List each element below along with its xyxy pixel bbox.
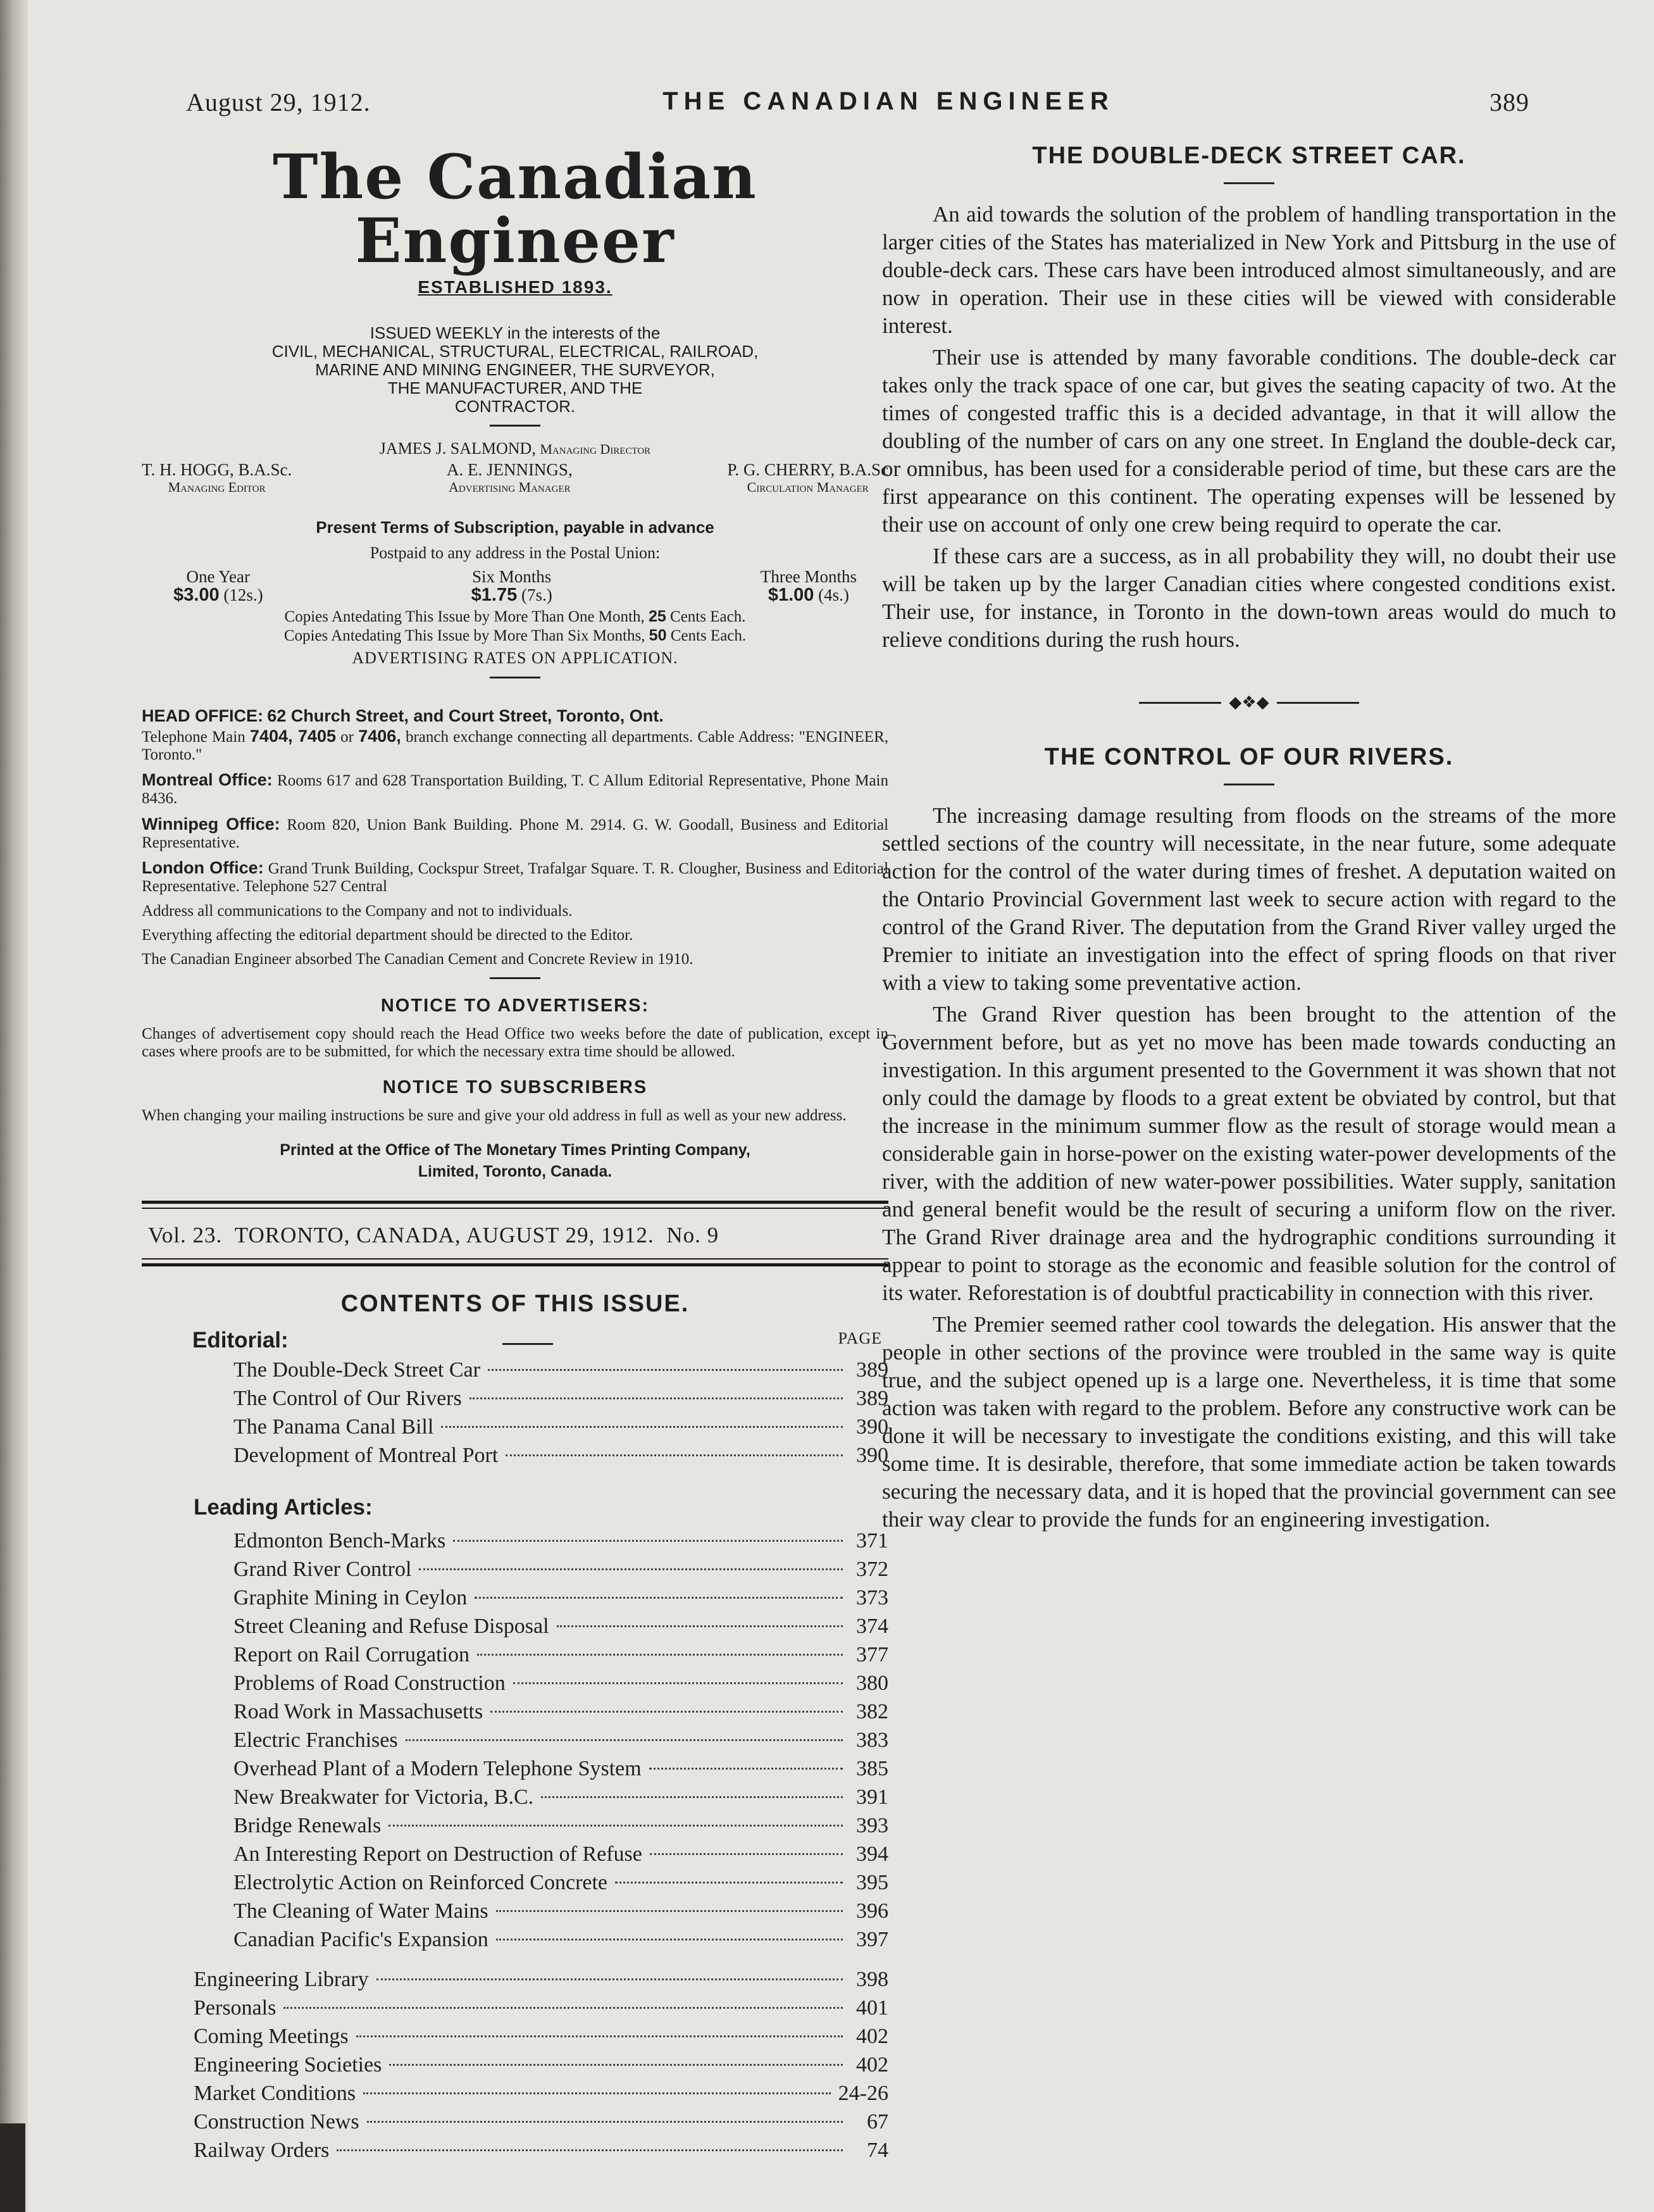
office-label: Winnipeg Office: <box>142 814 280 834</box>
office-label: London Office: <box>142 858 264 878</box>
toc-page: 67 <box>867 2109 888 2134</box>
copies-text: Copies Antedating This Issue by More Than Six Months, <box>283 627 645 644</box>
section-ornament <box>882 692 1616 712</box>
copies-text: Cents Each. <box>670 608 746 625</box>
toc-page: 390 <box>856 1415 888 1439</box>
montreal-office <box>142 770 888 808</box>
toc-entry[interactable] <box>233 1669 888 1697</box>
leader-dots <box>496 1910 843 1912</box>
toc-title: New Breakwater for Victoria, B.C. <box>233 1785 534 1809</box>
toc-entry[interactable] <box>233 1527 888 1555</box>
staff-member <box>447 461 573 495</box>
toc-title: Grand River Control <box>233 1557 412 1581</box>
staff-role: Advertising Manager <box>449 478 571 495</box>
price-value: $3.00 <box>173 585 220 606</box>
notice-advertisers-text: Changes of advertisement copy should reach the Head Office two weeks before the date of publication, except in cases where proofs are to be submitted, for which the necessary extra time should be allowed. <box>142 1025 888 1061</box>
toc-entry[interactable] <box>233 1754 888 1783</box>
toc-title: The Control of Our Rivers <box>233 1386 462 1410</box>
contents-title: CONTENTS OF THIS ISSUE. <box>340 1290 690 1317</box>
leader-dots <box>541 1796 843 1798</box>
toc-entry[interactable] <box>194 1965 888 1994</box>
back-copies-note <box>142 608 888 646</box>
paragraph: If these cars are a success, as in all probability they will, no doubt their use will be taken up by the larger Canadian cities where congested conditions exist. Their use, for instance, in Toronto in the down-town areas would do much to relieve conditions during the rush hours. <box>882 544 1616 652</box>
toc-entry[interactable] <box>233 1811 888 1840</box>
leader-dots <box>367 2121 843 2123</box>
rule <box>142 1258 888 1259</box>
office-text: Telephone Main <box>142 728 246 746</box>
leading-articles-label: Leading Articles: <box>194 1494 373 1520</box>
absorbed-note: The Canadian Engineer absorbed The Canadian Cement and Concrete Review in 1910. <box>142 951 693 968</box>
issued-line: MARINE AND MINING ENGINEER, THE SURVEYOR, <box>315 359 715 379</box>
toc-page: 394 <box>856 1842 888 1866</box>
toc-title: Coming Meetings <box>194 2024 349 2048</box>
issue-number: No. 9 <box>666 1222 719 1247</box>
leader-dots <box>389 1825 843 1827</box>
paragraph: Their use is attended by many favorable conditions. The double-deck car takes only the track space of one car, but gives the seating capacity of two. At the times of congested traffic this is a decided advantage, in that it will allow the doubling of the number of cars on any one street. In England the double-deck car, or omnibus, has been used for a considerable period of time, but these cars are the first appearance on this continent. The operating expenses will be lessened by their use on account of only one crew being requird to operate the car. <box>882 345 1616 537</box>
paragraph: The Grand River question has been brought to the attention of the Government before, but as yet no move has been made towards conducting an investigation. In this argument presented to the Government it was shown that not only could the damage by floods to a great extent be obviated by control, but that the increase in the minimum summer flow as the result of storage would mean a considerable gain in horse-power on the existing water-power developments of the river, with the addition of new water-power possibilities. Water supply, sanitation and general benefit would be the result of securing a uniform flow on the river. The Grand River drainage area and the hydrographic conditions surrounding it appear to point to storage as the economic and feasible solution for the control of its water. Reforestation is of doubtful practicability in connection with this river. <box>882 1002 1616 1306</box>
book-binding-edge <box>0 0 28 2212</box>
magazine-page <box>28 0 1654 2212</box>
price-label: Three Months <box>760 567 857 587</box>
rule <box>142 1263 888 1266</box>
toc-entry[interactable] <box>233 1413 888 1441</box>
office-label: Montreal Office: <box>142 770 273 790</box>
toc-title: The Cleaning of Water Mains <box>233 1899 488 1923</box>
price-option <box>173 568 263 605</box>
volume-place-date: TORONTO, CANADA, AUGUST 29, 1912. <box>234 1222 654 1247</box>
director-name: JAMES J. SALMOND, <box>379 439 536 458</box>
copies-text: Copies Antedating This Issue by More Than One Month, <box>284 608 645 625</box>
leader-dots <box>615 1882 843 1884</box>
toc-entry[interactable] <box>194 1994 888 2022</box>
toc-page: 372 <box>856 1557 888 1581</box>
divider <box>1224 784 1274 785</box>
price-value: $1.75 <box>471 585 518 606</box>
back-copies-line <box>142 608 888 627</box>
leader-dots <box>363 2092 831 2094</box>
leader-dots <box>513 1682 843 1684</box>
issued-line: CONTRACTOR. <box>454 397 576 416</box>
phone-numbers: 7404, 7405 <box>249 726 336 746</box>
toc-title: Electric Franchises <box>233 1728 398 1752</box>
toc-title: Market Conditions <box>194 2081 356 2105</box>
departments-list <box>194 1965 888 2165</box>
paragraph: An aid towards the solution of the problem of handling transportation in the larger cities of the States has materialized in New York and Pittsburg in the use of double-deck cars. These cars have been introduced almost simultaneously, and are now in operation. Their use in these cities will be viewed with considerable interest. <box>882 202 1616 338</box>
binding-shadow <box>0 2123 25 2212</box>
leader-dots <box>475 1597 843 1599</box>
price-label: Six Months <box>472 567 552 587</box>
price-label: One Year <box>186 567 251 587</box>
volume-line <box>142 1209 888 1258</box>
toc-entry[interactable] <box>233 1783 888 1811</box>
staff-role: Managing Editor <box>168 478 266 495</box>
toc-entry[interactable] <box>194 2136 888 2165</box>
toc-title: Problems of Road Construction <box>233 1671 506 1695</box>
advertising-rates: ADVERTISING RATES ON APPLICATION. <box>352 649 678 668</box>
issued-statement <box>142 324 888 416</box>
left-column <box>142 141 889 2165</box>
ornament-line <box>1139 702 1221 704</box>
leader-dots <box>488 1369 843 1371</box>
toc-entry[interactable] <box>233 1584 888 1612</box>
toc-entry[interactable] <box>194 2079 888 2108</box>
toc-title: Edmonton Bench-Marks <box>233 1528 446 1553</box>
toc-title: Overhead Plant of a Modern Telephone System <box>233 1756 642 1780</box>
leader-dots <box>650 1853 843 1855</box>
toc-entry[interactable] <box>194 2108 888 2136</box>
managing-director <box>142 439 888 458</box>
toc-entry[interactable] <box>233 1868 888 1897</box>
leader-dots <box>477 1654 843 1656</box>
toc-entry[interactable] <box>233 1840 888 1868</box>
leader-dots <box>389 2064 843 2066</box>
toc-page: 401 <box>856 1996 888 2020</box>
subscription-prices <box>142 568 888 605</box>
price-alt: (7s.) <box>521 585 552 605</box>
toc-page: 377 <box>856 1642 888 1666</box>
issued-line: THE MANUFACTURER, AND THE <box>387 378 643 397</box>
toc-title: Engineering Library <box>194 1967 369 1991</box>
toc-page: 373 <box>856 1585 888 1609</box>
staff-name: T. H. HOGG, B.A.Sc. <box>142 460 292 480</box>
toc-page: 393 <box>856 1813 888 1837</box>
toc-entry[interactable] <box>194 2051 888 2079</box>
toc-entry[interactable] <box>233 1726 888 1754</box>
leader-dots <box>441 1426 843 1428</box>
copies-text: Cents Each. <box>670 627 747 644</box>
toc-entry[interactable] <box>233 1555 888 1584</box>
director-role: Managing Director <box>540 441 651 458</box>
toc-page: 371 <box>856 1528 888 1553</box>
toc-entry[interactable] <box>233 1897 888 1925</box>
printer-imprint <box>142 1140 888 1183</box>
toc-entry[interactable] <box>233 1356 888 1384</box>
toc-title: An Interesting Report on Destruction of Refuse <box>233 1842 642 1866</box>
toc-title: Railway Orders <box>194 2138 330 2162</box>
divider <box>502 1343 553 1345</box>
ornament-line <box>1277 702 1359 704</box>
office-text: or <box>340 728 354 746</box>
leading-articles-list <box>233 1527 888 1954</box>
notice-advertisers-title: NOTICE TO ADVERTISERS: <box>380 996 650 1016</box>
toc-title: Report on Rail Corrugation <box>233 1642 470 1666</box>
toc-entry[interactable] <box>233 1697 888 1726</box>
established-line: ESTABLISHED 1893. <box>418 277 612 297</box>
office-text: Room 820, Union Bank Building. Phone M. 2914. G. W. Goodall, Business and Editorial Representative. <box>142 816 889 851</box>
staff-member <box>142 461 292 495</box>
toc-page: 24-26 <box>838 2081 888 2105</box>
toc-entry[interactable] <box>233 1441 888 1470</box>
postpaid-note: Postpaid to any address in the Postal Union: <box>370 544 661 563</box>
office-label: HEAD OFFICE: <box>142 706 263 726</box>
toc-title: Street Cleaning and Refuse Disposal <box>233 1614 549 1638</box>
toc-title: Canadian Pacific's Expansion <box>233 1927 488 1951</box>
right-column <box>882 142 1616 1537</box>
divider <box>490 977 540 979</box>
toc-page: 374 <box>856 1614 888 1638</box>
leader-dots <box>506 1454 843 1456</box>
running-header-title: THE CANADIAN ENGINEER <box>662 87 1114 115</box>
toc-page: 397 <box>856 1927 888 1951</box>
toc-entry[interactable] <box>233 1384 888 1413</box>
winnipeg-office <box>142 815 888 853</box>
phone-numbers: 7406, <box>358 726 401 746</box>
article-title-double-deck: THE DOUBLE-DECK STREET CAR. <box>1032 142 1466 169</box>
head-office <box>142 706 888 764</box>
toc-entry[interactable] <box>233 1925 888 1954</box>
imprint-line: Printed at the Office of The Monetary Times Printing Company, <box>280 1141 750 1159</box>
masthead-title: The Canadian Engineer <box>273 141 757 277</box>
toc-page: 395 <box>856 1870 888 1894</box>
leader-dots <box>356 2035 843 2037</box>
leader-dots <box>557 1625 843 1627</box>
toc-title: Development of Montreal Port <box>233 1443 499 1467</box>
toc-page: 402 <box>856 2053 888 2077</box>
leader-dots <box>490 1711 843 1713</box>
price-option <box>471 568 552 605</box>
toc-entry[interactable] <box>233 1612 888 1640</box>
article-body-double-deck <box>882 201 1616 654</box>
toc-title: The Double-Deck Street Car <box>233 1358 480 1382</box>
toc-title: Graphite Mining in Ceylon <box>233 1585 468 1609</box>
toc-title: Electrolytic Action on Reinforced Concrete <box>233 1870 608 1894</box>
toc-page: 382 <box>856 1699 888 1723</box>
paragraph: The Premier seemed rather cool towards the delegation. His answer that the people in other sections of the province were troubled in the same way is quite true, and the subject opened up is a large one. Nevertheless, it is time that some action was taken with regard to the problem. Before any constructive work can be done it will be necessary to investigate the conditions existing, and this will take some time. It is desirable, therefore, that some immediate action be taken towards securing the necessary data, and it is hoped that the provincial government can see their way clear to provide the funds for an engineering investigation. <box>882 1312 1616 1532</box>
staff-name: P. G. CHERRY, B.A.Sc <box>727 460 888 480</box>
office-text: Grand Trunk Building, Cockspur Street, Trafalgar Square. T. R. Clougher, Business and Editorial Representative. Telephone 527 Central <box>142 860 889 896</box>
office-address: 62 Church Street, and Court Street, Toronto, Ont. <box>267 706 664 726</box>
price-alt: (12s.) <box>223 585 263 605</box>
notice-subscribers-text: When changing your mailing instructions be sure and give your old address in full as well as your new address. <box>142 1107 847 1125</box>
toc-title: Personals <box>194 1996 277 2020</box>
price-option <box>761 568 857 605</box>
leader-dots <box>376 1978 843 1980</box>
toc-page: 390 <box>856 1443 888 1467</box>
leader-dots <box>419 1568 843 1570</box>
staff-name: A. E. JENNINGS, <box>446 460 573 480</box>
price-alt: (4s.) <box>818 585 849 605</box>
editorial-note: Everything affecting the editorial department should be directed to the Editor. <box>142 926 633 944</box>
issued-line: ISSUED WEEKLY in the interests of the <box>370 323 661 342</box>
leader-dots <box>337 2149 843 2151</box>
office-text: branch exchange connecting all departments. Cable Address: "ENGINEER, Toronto." <box>142 728 889 763</box>
toc-title: Engineering Societies <box>194 2053 382 2077</box>
london-office <box>142 858 888 896</box>
toc-page: 385 <box>856 1756 888 1780</box>
divider <box>490 677 540 678</box>
copies-price: 50 <box>649 626 667 644</box>
leader-dots <box>406 1739 843 1741</box>
editorial-list <box>233 1356 888 1470</box>
toc-page: 383 <box>856 1728 888 1752</box>
toc-entry[interactable] <box>194 2022 888 2051</box>
page-column-label: PAGE <box>838 1328 882 1347</box>
toc-page: 74 <box>867 2138 888 2162</box>
offices-block <box>142 706 888 968</box>
address-note: Address all communications to the Company and not to individuals. <box>142 902 573 920</box>
staff-member <box>727 461 888 495</box>
toc-page: 398 <box>856 1967 888 1991</box>
article-body-rivers <box>882 802 1616 1534</box>
running-header-date: August 29, 1912. <box>186 88 371 116</box>
staff-role: Circulation Manager <box>747 478 869 495</box>
article-title-rivers: THE CONTROL OF OUR RIVERS. <box>1044 744 1454 771</box>
leader-dots <box>469 1397 843 1399</box>
toc-page: 396 <box>856 1899 888 1923</box>
toc-title: The Panama Canal Bill <box>233 1415 434 1439</box>
toc-title: Bridge Renewals <box>233 1813 382 1837</box>
office-text: Rooms 617 and 628 Transportation Building, T. C Allum Editorial Representative, Phone Main 8436. <box>142 772 888 808</box>
leader-dots <box>649 1768 843 1770</box>
copies-price: 25 <box>648 607 666 625</box>
divider <box>1224 182 1274 184</box>
editorial-header <box>142 1323 888 1356</box>
toc-page: 380 <box>856 1671 888 1695</box>
paragraph: The increasing damage resulting from floods on the streams of the more settled sections of the country will necessitate, in the near future, some adequate action for the control of the water during times of freshet. A deputation waited on the Ontario Provincial Government last week to secure action with regard to the control of the Grand River. The deputation from the Grand River valley urged the Premier to initiate an investigation into the effect of spring floods on that river with a view to taking some preventative action. <box>882 803 1616 996</box>
toc-title: Construction News <box>194 2109 359 2134</box>
editorial-label: Editorial: <box>192 1327 289 1353</box>
toc-page: 402 <box>856 2024 888 2048</box>
subscription-title: Present Terms of Subscription, payable in advance <box>316 518 714 537</box>
page-number: 389 <box>1489 88 1529 116</box>
ornament-icon: ◆❖◆ <box>1229 693 1269 712</box>
toc-title: Road Work in Massachusetts <box>233 1699 483 1723</box>
toc-page: 389 <box>856 1358 888 1382</box>
divider <box>490 425 540 427</box>
toc-entry[interactable] <box>233 1640 888 1669</box>
rule <box>142 1201 888 1204</box>
imprint-line: Limited, Toronto, Canada. <box>418 1163 612 1181</box>
leader-dots <box>496 1939 843 1940</box>
price-value: $1.00 <box>768 585 814 606</box>
notice-subscribers-title: NOTICE TO SUBSCRIBERS <box>382 1077 648 1098</box>
issued-line: CIVIL, MECHANICAL, STRUCTURAL, ELECTRICAL, RAILROAD, <box>271 341 759 361</box>
leader-dots <box>453 1540 843 1542</box>
staff-list <box>142 461 888 495</box>
back-copies-line <box>142 627 888 646</box>
toc-page: 389 <box>856 1386 888 1410</box>
leader-dots <box>283 2007 843 2009</box>
toc-page: 391 <box>856 1785 888 1809</box>
volume-number: Vol. 23. <box>148 1222 223 1247</box>
